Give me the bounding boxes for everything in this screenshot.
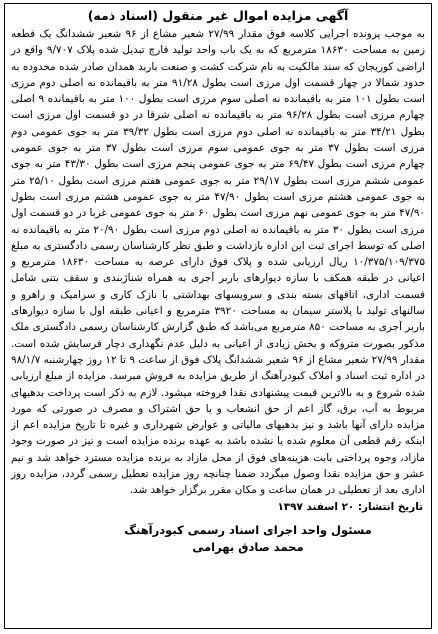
publication-date: تاریخ انتشار: ۲۰ اسفند ۱۳۹۷	[277, 500, 423, 513]
auction-notice	[4, 3, 432, 629]
notice-body: به موجب پرونده اجرایی کلاسه فوق مقدار ۲۷/۹۹ شعیر مشاع از ۹۶ شعیر ششدانگ یک قطعه زمین به مساحت ۱۸۶۳۰ مترمربع که به یک باب واحد تولید قارچ تبدیل شده پلاک ۹/۷۰۷ واقع در اراضی کوریجان که سند مالکیت به نام شرکت کشت و صنعت باربد همدان صادر شده محدوده به حدود شمالا در چهار قسمت اول مرزی است بطول ۹۱/۲۸ متر به باقیمانده نه اصلی دوم مرزی است بطول ۱۰۱ متر به باقیمانده نه اصلی سوم مرزی است بطول ۱۰۰ متر به باقیمانده ۹ اصلی چهارم مرزی است بطول ۹۶/۲۸ متر به باقیمانده نه اصلی شرقا در دو قسمت اول مرزی است بطول ۳۴/۲۱ متر به باقیمانده نه اصلی دوم مرزی است بطول ۳۹/۳۲ متر به جوی عمومی دوم مرزی است بطول ۳۷ متر به جوی عمومی سوم مرزی است بطول ۳۷ متر به جوی عمومی چهارم مرزی است بطول ۶۹/۴۷ متر به جوی عمومی پنجم مرزی است بطول ۴۳/۳۰ متر به جوی عمومی ششم مرزی است بطول ۲۹/۱۷ متر به جوی عمومی هفتم مرزی است بطول ۲۵/۱۰ متر به جوی عمومی هشتم مرزی است بطول ۴۷/۹۰ متر به جوی عمومی هشتم مرزی است بطول ۴۷/۹۰ متر به جوی عمومی نهم مرزی است بطول ۶۰ متر به جوی عمومی غربا در دو قسمت اول مرزی است بطول ۳۰ متر به باقیمانده نه اصلی دوم مرزی است بطول ۲۰/۹۰ متر به باقیمانده نه اصلی که توسط اجرای ثبت این اداره بازداشت و طبق نظر کارشناسان رسمی دادگستری به مبلغ ۱۰/۳۷۵/۱۰۹/۳۷۵ ریال ارزیابی شده و پلاک فوق دارای عرصه به مساحت ۱۸۶۳۰ مترمربع و اعیانی در طبقه همکف با سازه دیوارهای باربر آجری به همراه شناژبندی و سقف بتنی شامل قسمت اداری، اتاقهای بسته بندی و سرویسهای بهداشتی با نازک کاری و سرامیک و راهرو و سالنهای تولید با پلاستر سیمان به مساحت ۳۹۲۰ مترمربع و اعیانی طبقه اول با سازه دیوارهای باربر آجری به مساحت ۸۵۰ مترمربع می‌باشد که طبق گزارش کارشناسان رسمی دادگستری ملک مذکور بصورت متروکه و بخش زیادی از اعیانی به دلیل عدم نگهداری دچار فرسایش شده است. مقدار ۲۷/۹۹ شعیر مشاع از ۹۶ شعیر ششدانگ پلاک فوق از ساعت ۹ تا ۱۲ روز چهارشنبه ۹۸/۱/۷ در اداره ثبت اسناد و املاک کبودرآهنگ از طریق مزایده به فروش میرسد. مزایده از مبلغ ارزیابی شده شروع و به بالاترین قیمت پیشنهادی نقدا فروخته میشود. لازم به ذکر است پرداخت بدهیهای مربوط به آب، برق، گاز اعم از حق انشعاب و یا حق اشتراک و مصرف در صورتی که مورد مزایده دارای آنها باشد و نیز بدهیهای مالیاتی و عوارض شهرداری و غیره تا تاریخ مزایده اعم از اینکه رقم قطعی آن معلوم شده یا نشده باشد به عهده برنده مزایده است و نیز در صورت وجود مازاد، وجوه پرداختی بابت هزینه‌های فوق از محل مازاد به برنده مزایده مسترد خواهد شد و نیم عشر و حق مزایده نقدا وصول میگردد ضمنا چنانچه روز مزایده تعطیل رسمی گردد، مزایده روز اداری بعد از تعطیلی در همان ساعت و مکان مقرر برگزار خواهد شد.	[11, 28, 426, 497]
signature-name: محمد صادق بهرامی	[192, 539, 304, 554]
signature-block	[11, 522, 425, 556]
signature-role: مسئول واحد اجرای اسناد رسمی کبودرآهنگ	[124, 522, 372, 537]
notice-title: آگهی مزایده اموال غیر منقول (اسناد ذمه)	[87, 8, 349, 23]
